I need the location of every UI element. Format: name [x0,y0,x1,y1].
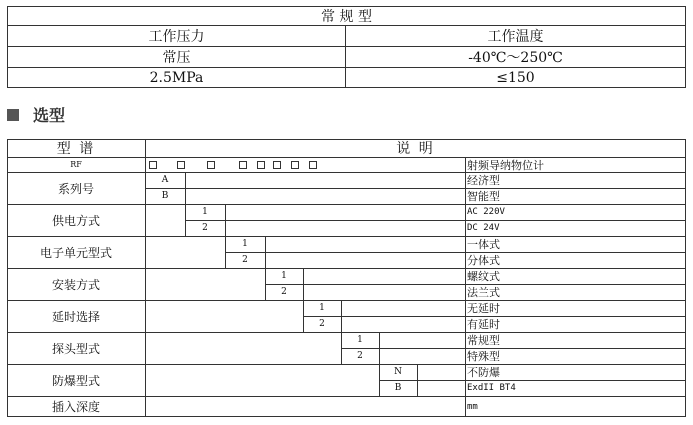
code-placeholder-box [257,161,265,169]
option-code: 1 [202,207,208,217]
group-label: 防爆型式 [51,373,100,388]
model-selection-table [7,139,686,417]
model-code-prefix: RF [70,160,82,169]
section-title: 选型 [33,106,66,125]
code-placeholder-box [207,161,215,169]
option-code: 1 [242,239,248,249]
header-description: 说 明 [396,141,435,157]
option-description: 不防爆 [467,366,500,379]
code-placeholder-box [273,161,281,169]
group-label: 探头型式 [51,341,100,356]
grid-line [145,396,146,417]
option-code: 1 [281,271,287,281]
option-code: N [394,367,402,377]
option-description: 常规型 [467,334,500,347]
pressure-value: 2.5MPa [8,68,346,88]
header-pressure: 工作压力 [8,26,346,46]
grid-line [145,139,146,157]
table-row [8,46,685,67]
option-code: 2 [202,223,208,233]
option-description: 智能型 [467,190,500,203]
code-placeholder-box [309,161,317,169]
table-header-row [8,25,685,46]
table-title-row [8,7,685,25]
group-label: 插入深度 [51,400,100,414]
table-row [8,67,685,88]
option-code: A [161,175,169,185]
option-code: 2 [357,351,363,361]
group-label: 系列号 [57,181,94,196]
option-description: 法兰式 [467,286,500,299]
table-title: 常 规 型 [321,9,372,25]
option-code: 2 [281,287,287,297]
option-description: DC 24V [467,223,500,233]
product-name: 射频导纳物位计 [467,158,544,172]
grid-line [145,268,146,300]
group-label: 安装方式 [51,277,100,292]
temperature-value: ≤150 [496,70,535,86]
group-label: 供电方式 [51,213,100,228]
option-description: 无延时 [467,302,500,315]
grid-line [145,204,146,236]
option-description: 经济型 [467,174,500,187]
code-placeholder-box [149,161,157,169]
grid-line [145,236,146,268]
grid-line [145,364,146,396]
code-placeholder-box [291,161,299,169]
unit-label: mm [467,401,478,412]
option-code: B [161,191,169,201]
operating-conditions-table [7,6,686,88]
grid-line [145,300,146,332]
option-description: 分体式 [467,254,500,267]
group-label: 延时选择 [51,309,100,324]
square-bullet-icon [7,109,19,121]
group-label: 电子单元型式 [39,245,112,260]
option-description: 一体式 [467,238,500,251]
pressure-value: 常压 [8,47,346,67]
option-description: 有延时 [467,318,500,331]
header-model: 型 谱 [56,141,96,157]
grid-line [145,157,146,172]
option-code: 2 [319,319,325,329]
header-temperature: 工作温度 [487,29,544,45]
code-placeholder-box [177,161,185,169]
option-code: B [394,383,402,393]
section-heading [7,103,65,126]
option-description: 特殊型 [467,350,500,363]
option-code: 1 [357,335,363,345]
code-placeholder-box [239,161,247,169]
option-code: 2 [242,255,248,265]
option-description: AC 220V [467,207,505,217]
option-code: 1 [319,303,325,313]
grid-line [145,332,146,364]
option-description: 螺纹式 [467,270,500,283]
option-description: ExdII BT4 [467,383,516,393]
temperature-value: -40℃～250℃ [468,50,563,66]
